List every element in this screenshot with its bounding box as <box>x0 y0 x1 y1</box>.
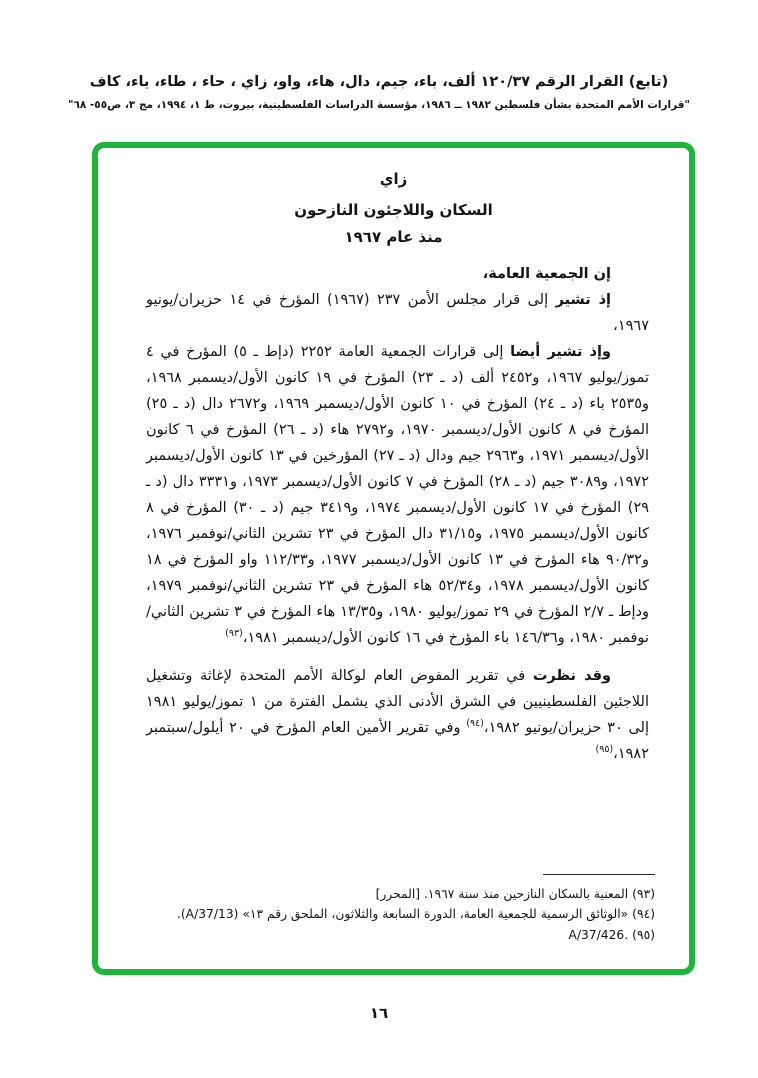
paragraph-preamble-opening <box>146 261 649 287</box>
resolution-frame <box>92 142 695 975</box>
section-letter: زاي <box>379 170 408 188</box>
footnote-text: A/37/426.‎ <box>568 927 629 942</box>
page-header <box>0 74 758 111</box>
paragraph-text: وفي تقرير الأمين العام المؤرخ في ٢٠ أيلول/سبتمبر ١٩٨٢، <box>146 720 649 762</box>
paragraph-lead: وإذ تشير أيضا <box>510 344 611 360</box>
section-subtitle: منذ عام ١٩٦٧ <box>344 228 443 246</box>
paragraph-recalling-sc-237 <box>146 287 649 339</box>
header-resolution-title: (تابع) القرار الرقم ١٢٠/٣٧ ألف، باء، جيم، دال، هاء، واو، زاي ، حاء ، طاء، ياء، كاف <box>89 74 669 90</box>
section-title: السكان واللاجئون النازحون <box>294 201 493 219</box>
paragraph-having-considered <box>146 663 649 767</box>
page-number: ١٦ <box>369 1004 389 1022</box>
footnote-ref-95: (٩٥) <box>595 744 614 755</box>
paragraph-lead: إن الجمعية العامة، <box>482 266 611 282</box>
footnote-marker: (٩٤) <box>632 907 655 921</box>
footnote-95 <box>142 925 655 946</box>
paragraph-lead: وقد نظرت <box>532 668 612 684</box>
paragraph-recalling-ga-resolutions <box>146 339 649 651</box>
paragraph-text: إلى قرار مجلس الأمن ٢٣٧ (١٩٦٧) المؤرخ في ١٤ حزيران/يونيو ١٩٦٧، <box>146 292 649 334</box>
paragraph-text: في تقرير المفوض العام لوكالة الأمم المتحدة لإغاثة وتشغيل اللاجئين الفلسطينيين في الشرق الأدنى الذي يشمل الفترة من ١ تموز/يوليو ١٩٨١ إلى ٣٠ حزيران/يونيو ١٩٨٢، <box>146 668 649 736</box>
footnote-93 <box>142 884 655 905</box>
footnote-block <box>142 874 655 946</box>
footnote-marker: (٩٥) <box>632 927 655 942</box>
header-source-citation: "قرارات الأمم المتحدة بشأن فلسطين ١٩٨٢ ــ ١٩٨٦، مؤسسة الدراسات الفلسطينية، بيروت، ط ١، ١٩٩٤، مج ٣، ص٥٥- ٦٨" <box>67 99 691 111</box>
resolution-body <box>146 261 649 767</box>
footnote-94 <box>142 904 655 925</box>
footnote-ref-93: (٩٣) <box>225 628 243 639</box>
footnote-marker: (٩٣) <box>632 886 655 901</box>
footnote-separator-rule <box>543 874 655 875</box>
footnote-text: المعنية بالسكان النازحين منذ سنة ١٩٦٧. [المحرر] <box>375 886 629 901</box>
paragraph-lead: إذ تشير <box>555 292 611 308</box>
paragraph-text: إلى قرارات الجمعية العامة ٢٢٥٢ (دإط ـ ٥) المؤرخ في ٤ تموز/يوليو ١٩٦٧، و٢٤٥٢ ألف (د ـ ٢٣) المؤرخ في ١٩ كانون الأول/ديسمبر ١٩٦٨، و٢٥٣٥ باء (د ـ ٢٤) المؤرخ في ١٠ كانون الأول/ديسمبر ١٩٦٩، و٢٦٧٢ دال (د ـ ٢٥) المؤرخ في ٨ كانون الأول/ديسمبر ١٩٧٠، و٢٧٩٢ هاء (د ـ ٢٦) المؤرخ في ٦ كانون الأول/ديسمبر ١٩٧١، و٢٩٦٣ جيم ودال (د ـ ٢٧) المؤرخين في ١٣ كانون الأول/ديسمبر ١٩٧٢، و٣٠٨٩ جيم (د ـ ٢٨) المؤرخ في ٧ كانون الأول/ديسمبر ١٩٧٣، و٣٣٣١ دال (د ـ ٢٩) المؤرخ في ١٧ كانون الأول/ديسمبر ١٩٧٤، و٣٤١٩ جيم (د ـ ٣٠) المؤرخ في ٨ كانون الأول/ديسمبر ١٩٧٥، و٣١/١٥ دال المؤرخ في ٢٣ تشرين الثاني/نوفمبر ١٩٧٦، و٩٠/٣٢ هاء المؤرخ في ١٣ كانون الأول/ديسمبر ١٩٧٧، و١١٢/٣٣ واو المؤرخ في ١٨ كانون الأول/ديسمبر ١٩٧٨، و٥٢/٣٤ هاء المؤرخ في ٢٣ تشرين الثاني/نوفمبر ١٩٧٩، ودإط ـ ٢/٧ المؤرخ في ٢٩ تموز/يوليو ١٩٨٠، و١٣/٣٥ هاء المؤرخ في ٣ تشرين الثاني/نوفمبر ١٩٨٠، و١٤٦/٣٦ باء المؤرخ في ١٦ كانون الأول/ديسمبر ١٩٨١، <box>146 344 650 646</box>
footnote-text: «الوثائق الرسمية للجمعية العامة، الدورة السابعة والثلاثون، الملحق رقم ١٣» (A/37/13). <box>176 907 629 921</box>
footnote-ref-94: (٩٤) <box>466 718 484 729</box>
